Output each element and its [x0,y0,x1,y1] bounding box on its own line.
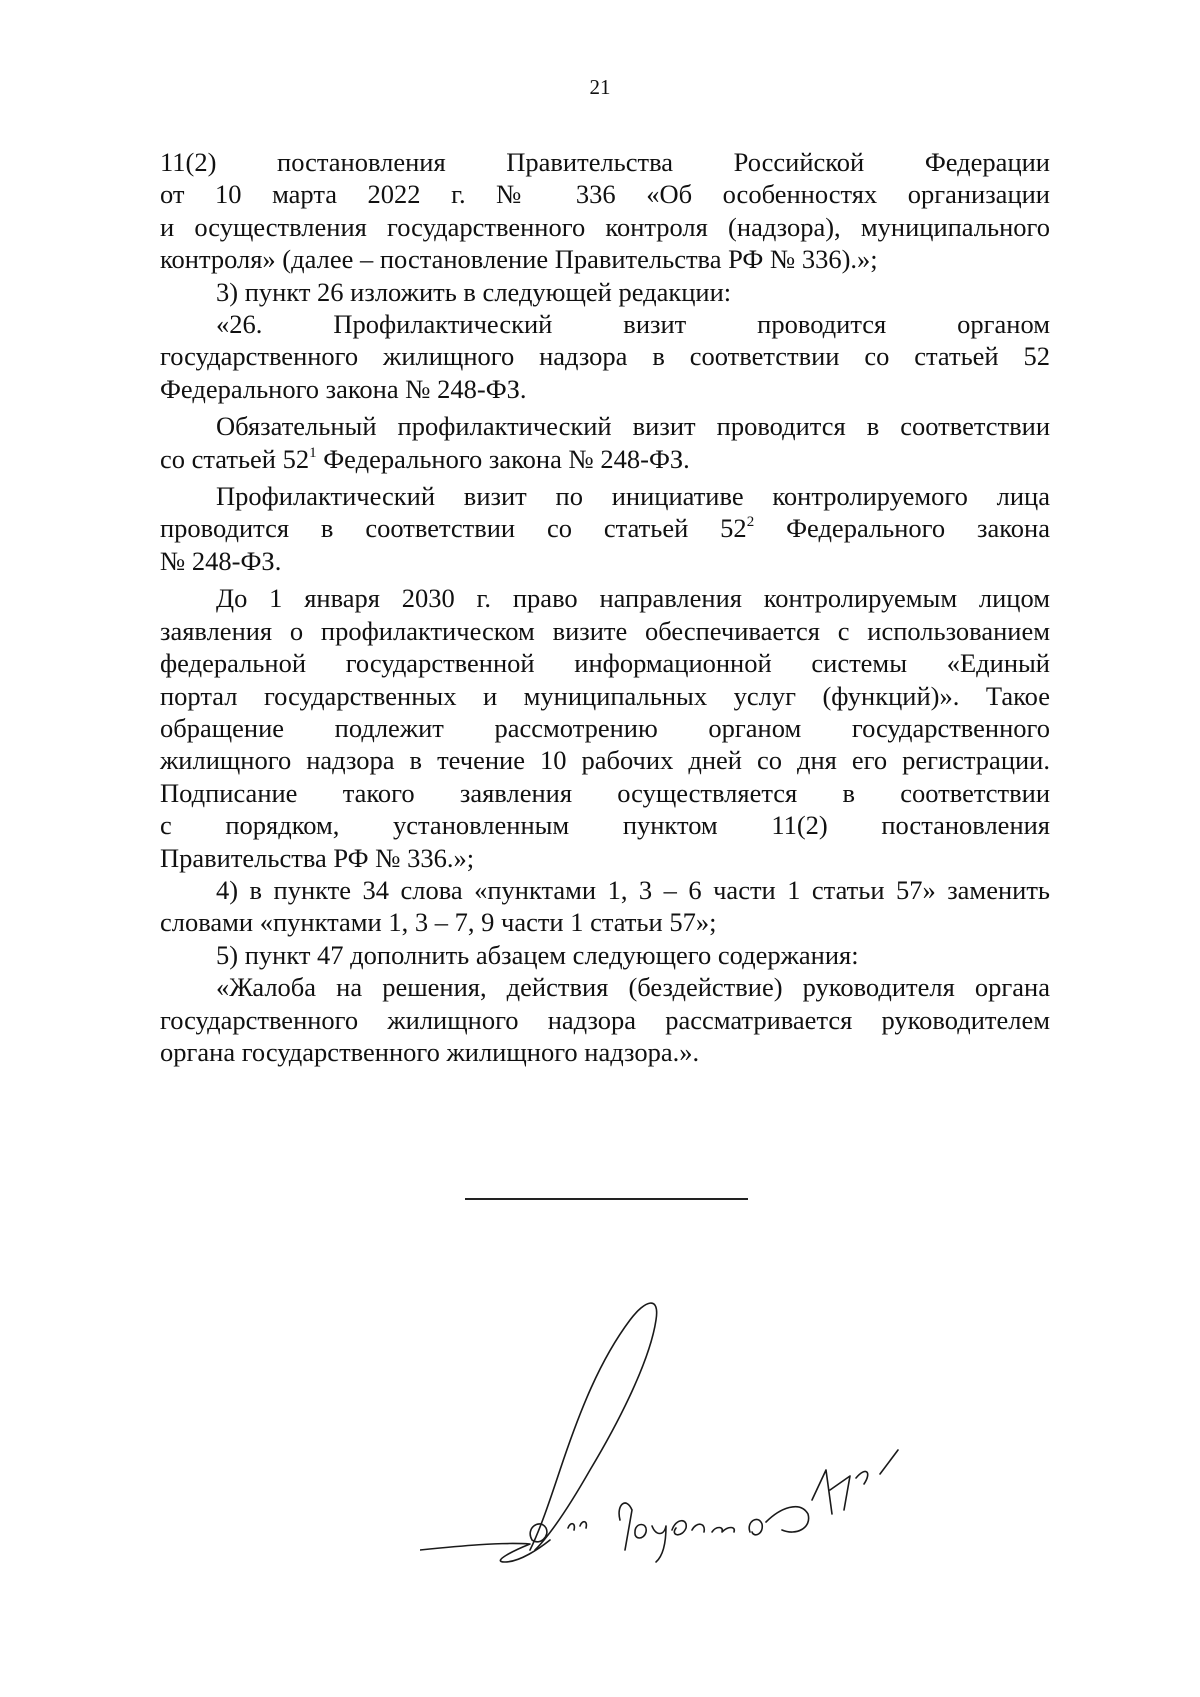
text-line: словами «пунктами 1, 3 – 7, 9 части 1 статьи 57»; [160,907,717,938]
text-line: Федерального закона № 248-ФЗ. [160,373,527,404]
text-line: жилищного надзора в течение 10 рабочих дней со дня его регистрации. [160,745,1050,776]
text-line: и осуществления государственного контроля (надзора), муниципального [160,211,1050,242]
text-line: федеральной государственной информационной системы «Единый [160,648,1050,679]
text-line: «26. Профилактический визит проводится органом [216,309,1050,340]
text-line: обращение подлежит рассмотрению органом государственного [160,712,1050,743]
document-body [160,146,1050,1068]
text-line: государственного жилищного надзора рассматривается руководителем [160,1004,1050,1035]
text-line: Профилактический визит по инициативе контролируемого лица [216,481,1050,512]
text-line: органа государственного жилищного надзора.». [160,1036,700,1067]
text-run: Федерального закона № 248-ФЗ. [316,443,690,474]
text-run: Федерального закона [754,513,1050,544]
text-line [160,512,1050,544]
text-line: 4) в пункте 34 слова «пунктами 1, 3 – 6 части 1 статьи 57» заменить [216,874,1050,905]
text-line: 11(2) постановления Правительства Российской Федерации [160,147,1050,177]
text-line: портал государственных и муниципальных услуг (функций)». Такое [160,680,1050,711]
text-line: № 248-ФЗ. [160,545,282,576]
text-line: контроля» (далее – постановление Правительства РФ № 336).»; [160,244,878,275]
text-line: Правительства РФ № 336.»; [160,842,475,873]
text-line: Подписание такого заявления осуществляется в соответствии [160,777,1050,808]
text-line [160,443,1050,475]
page-number: 21 [589,75,611,99]
text-line: 3) пункт 26 изложить в следующей редакции: [216,276,732,307]
text-run: со статьей 52 [160,443,310,474]
text-line: государственного жилищного надзора в соответствии со статьей 52 [160,341,1050,372]
text-line: «Жалоба на решения, действия (бездействие) руководителя органа [216,972,1050,1003]
separator-line [465,1198,748,1200]
handwritten-signature [420,1300,1040,1580]
superscript: 2 [746,514,755,531]
text-line: заявления о профилактическом визите обеспечивается с использованием [160,615,1050,646]
text-line: 5) пункт 47 дополнить абзацем следующего содержания: [216,939,859,970]
text-line: До 1 января 2030 г. право направления контролируемым лицом [216,583,1050,614]
text-line: с порядком, установленным пунктом 11(2) постановления [160,810,1050,841]
text-run: проводится в соответствии со статьей 52 [160,513,747,544]
superscript: 1 [309,444,317,461]
text-line: от 10 марта 2022 г. № 336 «Об особенностях организации [160,179,1050,210]
text-line: Обязательный профилактический визит проводится в соответствии [216,411,1050,442]
